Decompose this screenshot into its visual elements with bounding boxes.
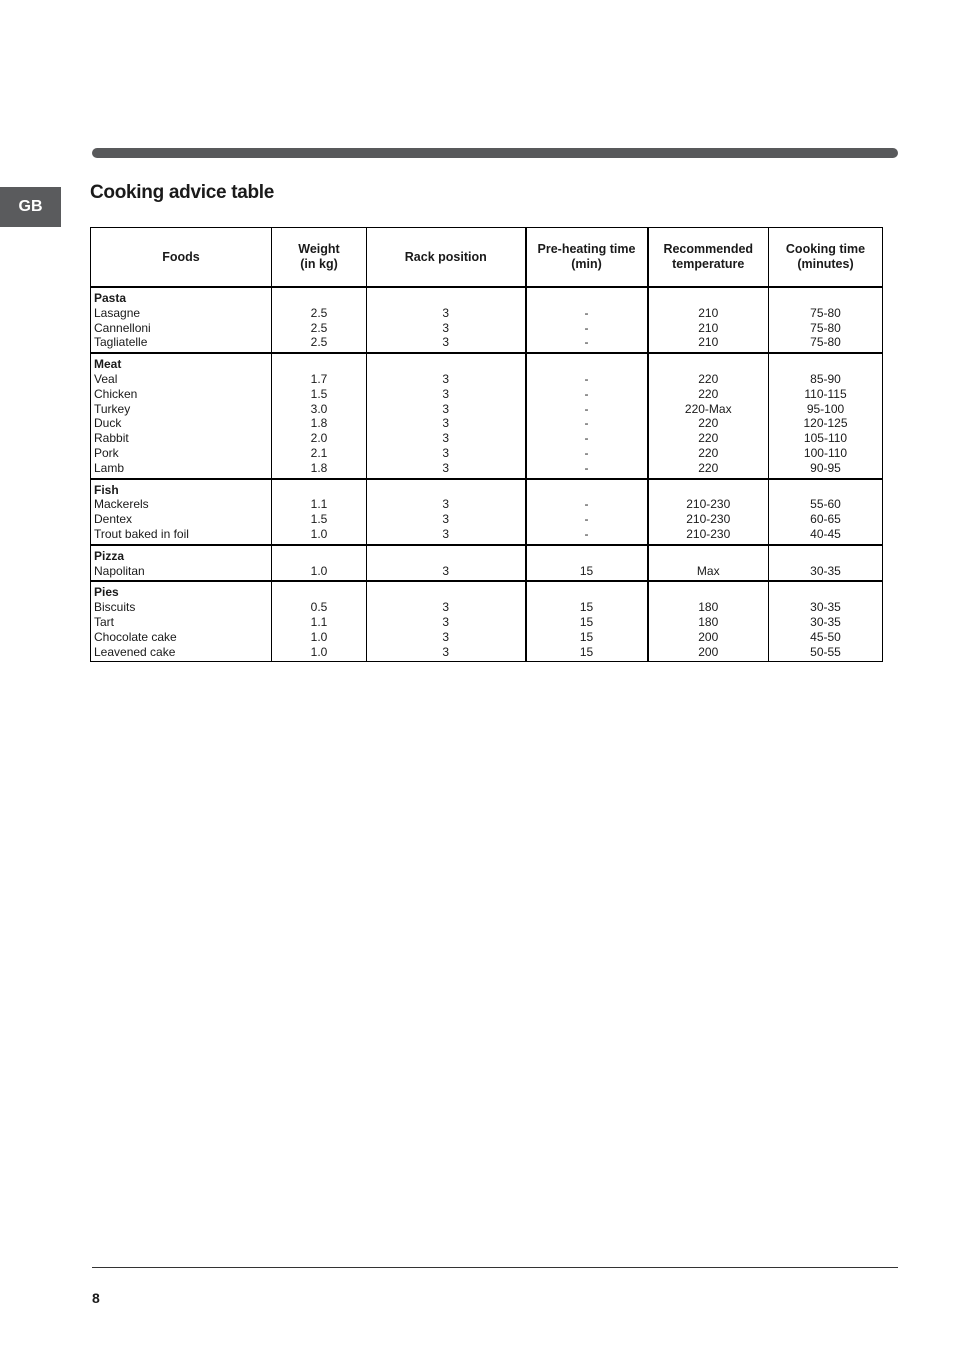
time-value: 75-80	[810, 320, 841, 335]
weight-cell	[272, 581, 367, 661]
time-value: 120-125	[803, 416, 848, 431]
preheat-value: -	[584, 305, 589, 320]
preheating-time-cell	[526, 545, 648, 582]
temperature-cell	[648, 353, 769, 478]
weight-value: 2.5	[310, 305, 328, 320]
category-name: Pizza	[94, 548, 125, 563]
cooking-time-cell	[769, 353, 883, 478]
category-spacer	[652, 291, 766, 306]
rack-value: 3	[442, 401, 450, 416]
category-name: Pies	[94, 585, 119, 600]
category-spacer	[530, 483, 644, 498]
temp-value: 220	[698, 386, 719, 401]
temp-value: 220	[698, 371, 719, 386]
food-name: Lamb	[94, 460, 125, 475]
category-spacer	[370, 357, 522, 372]
weight-value: 2.5	[310, 320, 328, 335]
category-spacer	[772, 483, 879, 498]
category-spacer	[370, 483, 522, 498]
rack-value: 3	[442, 386, 450, 401]
rack-value: 3	[442, 320, 450, 335]
category-row-fish	[91, 479, 883, 545]
temp-value: 220	[698, 416, 719, 431]
food-name: Duck	[94, 416, 122, 431]
preheating-time-cell	[526, 479, 648, 545]
time-value: 45-50	[810, 629, 841, 644]
category-row-pasta	[91, 287, 883, 353]
food-name: Mackerels	[94, 497, 149, 512]
preheat-value: -	[584, 320, 589, 335]
category-name: Fish	[94, 482, 119, 497]
temp-value: 220	[698, 460, 719, 475]
time-value: 55-60	[810, 497, 841, 512]
food-name: Cannelloni	[94, 320, 151, 335]
category-row-pies	[91, 581, 883, 661]
foods-cell	[91, 479, 272, 545]
column-header-foods: Foods	[91, 228, 272, 288]
rack-value: 3	[442, 600, 450, 615]
cooking-time-cell	[769, 581, 883, 661]
category-spacer	[275, 291, 363, 306]
preheating-time-cell	[526, 353, 648, 478]
rack-position-cell	[367, 353, 526, 478]
food-name: Tagliatelle	[94, 335, 148, 350]
rack-value: 3	[442, 460, 450, 475]
temp-value: 210-230	[686, 497, 731, 512]
weight-value: 3.0	[310, 401, 328, 416]
preheat-value: -	[584, 512, 589, 527]
rack-value: 3	[442, 512, 450, 527]
food-name: Napolitan	[94, 563, 145, 578]
preheat-value: 15	[579, 614, 594, 629]
food-name: Rabbit	[94, 431, 129, 446]
page-number: 8	[92, 1290, 100, 1306]
header-bar	[92, 148, 898, 158]
category-spacer	[530, 291, 644, 306]
category-spacer	[370, 291, 522, 306]
rack-position-cell	[367, 581, 526, 661]
preheat-value: -	[584, 401, 589, 416]
temp-value: 180	[698, 614, 719, 629]
weight-value: 2.1	[310, 445, 328, 460]
category-spacer	[275, 585, 363, 600]
preheat-value: -	[584, 445, 589, 460]
language-tab: GB	[0, 187, 61, 227]
preheat-value: -	[584, 335, 589, 350]
time-value: 50-55	[810, 644, 841, 659]
column-header-weight: Weight (in kg)	[272, 228, 367, 288]
temperature-cell	[648, 581, 769, 661]
food-name: Leavened cake	[94, 644, 176, 659]
weight-value: 1.8	[310, 460, 328, 475]
time-value: 110-115	[804, 386, 847, 401]
weight-value: 1.1	[310, 497, 328, 512]
rack-value: 3	[442, 431, 450, 446]
rack-position-cell	[367, 479, 526, 545]
category-spacer	[530, 585, 644, 600]
rack-value: 3	[442, 335, 450, 350]
temp-value: 200	[698, 644, 719, 659]
category-spacer	[370, 549, 522, 564]
weight-value: 1.0	[310, 644, 328, 659]
temp-value: 200	[698, 629, 719, 644]
rack-value: 3	[442, 644, 450, 659]
category-spacer	[370, 585, 522, 600]
column-header-recommended-temperature: Recommended temperature	[648, 228, 769, 288]
category-spacer	[275, 483, 363, 498]
rack-value: 3	[442, 497, 450, 512]
category-spacer	[772, 291, 879, 306]
temp-value: 210	[698, 335, 719, 350]
cooking-advice-table	[90, 227, 883, 662]
temp-value: Max	[696, 563, 720, 578]
temperature-cell	[648, 287, 769, 353]
table-header-row	[91, 228, 883, 288]
category-name: Meat	[94, 357, 122, 372]
cooking-time-cell	[769, 545, 883, 582]
time-value: 100-110	[803, 445, 848, 460]
time-value: 30-35	[810, 614, 841, 629]
category-spacer	[530, 357, 644, 372]
weight-value: 1.0	[310, 629, 328, 644]
preheat-value: -	[584, 386, 589, 401]
category-spacer	[772, 585, 879, 600]
food-name: Veal	[94, 371, 118, 386]
food-name: Biscuits	[94, 600, 136, 615]
foods-cell	[91, 287, 272, 353]
preheat-value: 15	[579, 629, 594, 644]
time-value: 105-110	[803, 431, 848, 446]
category-row-meat	[91, 353, 883, 478]
temperature-cell	[648, 479, 769, 545]
time-value: 30-35	[810, 600, 841, 615]
time-value: 75-80	[810, 335, 841, 350]
category-spacer	[652, 483, 766, 498]
food-name: Chocolate cake	[94, 629, 177, 644]
temp-value: 210	[698, 320, 719, 335]
weight-value: 2.0	[310, 431, 328, 446]
category-spacer	[772, 549, 879, 564]
weight-value: 1.5	[310, 512, 328, 527]
rack-value: 3	[442, 563, 450, 578]
column-header-cooking-time: Cooking time (minutes)	[769, 228, 883, 288]
category-spacer	[652, 585, 766, 600]
time-value: 60-65	[810, 512, 841, 527]
weight-value: 1.5	[310, 386, 328, 401]
weight-cell	[272, 479, 367, 545]
temp-value: 210	[698, 305, 719, 320]
food-name: Trout baked in foil	[94, 526, 189, 541]
category-name: Pasta	[94, 291, 127, 305]
foods-cell	[91, 581, 272, 661]
food-name: Lasagne	[94, 305, 141, 320]
preheat-value: -	[584, 497, 589, 512]
category-spacer	[530, 549, 644, 564]
food-name: Pork	[94, 445, 119, 460]
weight-value: 1.7	[310, 371, 328, 386]
temp-value: 220-Max	[684, 401, 732, 416]
preheat-value: -	[584, 431, 589, 446]
table-body	[91, 287, 883, 662]
time-value: 40-45	[810, 526, 841, 541]
weight-cell	[272, 287, 367, 353]
rack-value: 3	[442, 629, 450, 644]
rack-position-cell	[367, 545, 526, 582]
preheat-value: 15	[579, 600, 594, 615]
rack-value: 3	[442, 371, 450, 386]
temp-value: 180	[698, 600, 719, 615]
preheat-value: -	[584, 416, 589, 431]
column-header-rack-position: Rack position	[367, 228, 526, 288]
temp-value: 220	[698, 445, 719, 460]
category-spacer	[275, 357, 363, 372]
preheat-value: -	[584, 526, 589, 541]
rack-value: 3	[442, 445, 450, 460]
rack-value: 3	[442, 526, 450, 541]
weight-cell	[272, 545, 367, 582]
preheating-time-cell	[526, 581, 648, 661]
page-title: Cooking advice table	[90, 182, 275, 203]
time-value: 30-35	[810, 563, 841, 578]
temp-value: 220	[698, 431, 719, 446]
foods-cell	[91, 545, 272, 582]
food-name: Dentex	[94, 512, 133, 527]
preheat-value: 15	[579, 563, 594, 578]
category-row-pizza	[91, 545, 883, 582]
weight-value: 1.0	[310, 563, 328, 578]
preheating-time-cell	[526, 287, 648, 353]
time-value: 90-95	[810, 460, 841, 475]
category-spacer	[772, 357, 879, 372]
footer-rule	[92, 1267, 898, 1268]
temp-value: 210-230	[686, 512, 731, 527]
temp-value: 210-230	[686, 526, 731, 541]
food-name: Tart	[94, 614, 115, 629]
category-spacer	[652, 549, 766, 564]
rack-value: 3	[442, 305, 450, 320]
column-header-preheating-time: Pre-heating time (min)	[526, 228, 648, 288]
cooking-time-cell	[769, 287, 883, 353]
time-value: 75-80	[810, 305, 841, 320]
weight-cell	[272, 353, 367, 478]
rack-value: 3	[442, 416, 450, 431]
rack-position-cell	[367, 287, 526, 353]
temperature-cell	[648, 545, 769, 582]
food-name: Turkey	[94, 401, 131, 416]
weight-value: 1.0	[310, 526, 328, 541]
foods-cell	[91, 353, 272, 478]
time-value: 85-90	[810, 371, 841, 386]
weight-value: 0.5	[310, 600, 328, 615]
category-spacer	[275, 549, 363, 564]
weight-value: 2.5	[310, 335, 328, 350]
category-spacer	[652, 357, 766, 372]
weight-value: 1.1	[310, 614, 328, 629]
preheat-value: -	[584, 460, 589, 475]
preheat-value: 15	[579, 644, 594, 659]
rack-value: 3	[442, 614, 450, 629]
weight-value: 1.8	[310, 416, 328, 431]
food-name: Chicken	[94, 386, 138, 401]
preheat-value: -	[584, 371, 589, 386]
cooking-time-cell	[769, 479, 883, 545]
time-value: 95-100	[806, 401, 845, 416]
